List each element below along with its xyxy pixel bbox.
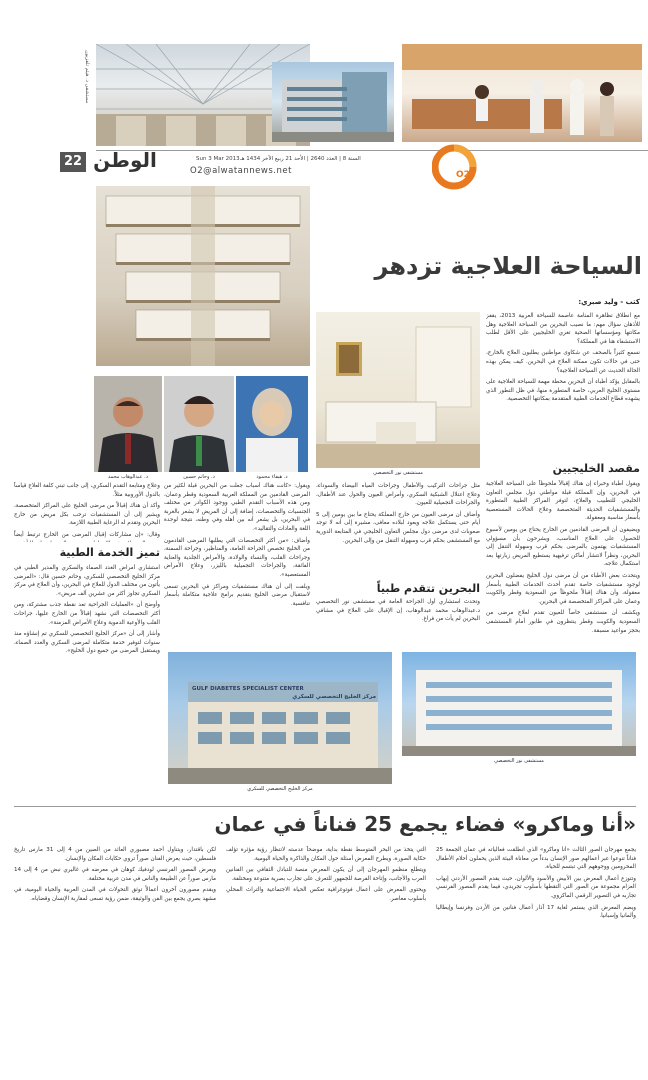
center-sign-english: GULF DIABETES SPECIALIST CENTER	[192, 686, 304, 692]
paragraph: وعلاج ومتابعة التقدم السكري، إلى جانب تبني كلفة العلاج قياساً بالدول الأوروبية مثلاً.	[14, 483, 160, 498]
atrium-floors-illustration	[96, 186, 310, 366]
hospital-exterior-photo	[272, 62, 394, 142]
paragraph: ويتطلع منظمو المهرجان إلى أن يكون المعرض منصة للتبادل الثقافي بين الفنانين العرب والأجانب، وإتاحة الفرصة للجمهور للتعرف على تجارب بصرية متنوعة ومختلفة.	[226, 867, 426, 882]
paragraph: مع انطلاق تظاهرة المنامة عاصمة للسياحة العربية 2013، يقفز للأذهان سؤال مهم: ما نصيب البحرين من السياحة العلاجية وهل مكانتها ومؤسساتها الصحية تغري الخليجيين على الأقل لطلب الاستشفاء هنا في المملكة؟	[486, 313, 640, 345]
paragraph: ويتحدث بعض الأطباء من أن مرضى دول الخليج يفضلون البحرين لوجود مستشفيات خاصة تقدم أحدث الخدمات الطبية بأسعار معقولة، وأن هناك إقبالاً ملحوظاً من السعودية وقطر والكويت وعمان على المراكز المتخصصة في البحرين.	[486, 572, 640, 605]
caption-doctor-3: د. عبدالوهاب محمد	[108, 474, 148, 480]
page-number: 22	[60, 152, 86, 172]
article-intro	[486, 312, 640, 456]
newspaper-logo: الوطن	[93, 148, 157, 172]
center-sign-arabic: مركز الخليج التخصصي للسكري	[292, 694, 376, 700]
atrium-interior-photo	[96, 186, 310, 366]
article-title: السياحة العلاجية تزدهر	[374, 252, 642, 280]
building-illustration	[272, 62, 394, 142]
hospital-room-photo	[316, 312, 480, 468]
paragraph: وتحدث استشاري أول الجراحة العامة في مستشفى نور التخصصي د.عبدالوهاب محمد عبدالوهاب، إن الإقبال على العلاج في مشافي البحرين لم يأت من فراغ.	[316, 599, 480, 623]
room-illustration	[316, 312, 480, 468]
paragraph: لكن باقتدار، ويتناول أحمد مصبوري العائد من الصين من 4 إلى 31 مارس تاريخ فلسطين، حيث يعرض الفنان صوراً تروي حكايات المكان والإنسان.	[14, 847, 216, 862]
paragraph: نسمع كثيراً بالصحف عن شكاوى مواطنين يطلبون العلاج بالخارج، حتى في حالات تكون ممكنة العلاج في البحرين. كيف يمكن بهذه الحالة الحديث عن السياحة العلاجية؟	[486, 350, 640, 374]
section-mark-label: O2	[456, 170, 470, 180]
doctor-portrait-3	[94, 376, 162, 472]
portrait-illustration	[236, 376, 308, 472]
article-column-middle	[316, 482, 480, 580]
edition-date: Sun 3 Mar 2013	[196, 156, 240, 162]
caption-room: مستشفى نور التخصصي	[373, 470, 423, 476]
noor-hospital-photo	[402, 652, 636, 756]
paragraph: وأضاف: «من أكثر التخصصات التي يطلبها المرضى القادمون من الخليج تخصص الجراحة العامة، والمناظير، وجراحة السمنة، وجراحات القلب، والنساء والولادة، والأمراض الجلدية والعناية الفائقة، والجراحات التجميلية بالليزر، وعلاج الأمراض المستعصية».	[164, 537, 310, 578]
paragraph: ويعرض المصور الفرنسي لودفيك كوهان في معرضه في غاليري نبض من 4 إلى 14 مارس صوراً عن الطبيعة والناس في مدن عربية مختلفة.	[14, 867, 216, 882]
paragraph: ويضيفون أن المرضى القادمين من الخارج يحتاج من يومين لأسبوع للحصول على العلاج المناسب، ويشرحون بأن مسؤولي المستشفيات يهتمون بالمرضى بحكم قرب وسهولة التنقل إلى البحرين، ونظراً لانتشار أماكن ترفيهية يستطيع المريض زيارتها بعد استكمال علاجه.	[486, 526, 640, 568]
paragraph: استشاري أمراض الغدد الصماء والسكري والمدير الطبي في مركز الخليج التخصصي للسكري، وحاتم حسين قال: «المرضى يأتون من مختلف الدول للعلاج في البحرين، وأن العلاج في مركز السكري تجاوز أكثر من عشرين ألف مريض».	[14, 565, 160, 597]
article2-column-left	[14, 846, 216, 1072]
subheading-gulf-destination: مقصد الخليجيين	[552, 462, 640, 475]
article2-column-middle	[226, 846, 426, 1072]
header-rule	[96, 150, 648, 151]
article-column-middle-2	[316, 598, 480, 648]
article-column-right	[486, 480, 640, 648]
paragraph: بالمقابل يؤكد أطباء أن البحرين محطة مهمة للسياحة العلاجية على مستوى الخليج العربي، خاصة المتطورة منها، في ظل التطور الذي يشهده قطاع الخدمات الطبية المتقدمة بمكانتها التخصصية.	[486, 379, 640, 403]
paragraph: ويقدم مصورون آخرون أعمالاً توثق التحولات في المدن العربية والحياة اليومية، في مشهد بصري يجمع بين الفن والوثيقة، ضمن رؤية تسعى لمقاربة الإنسان وقضاياه.	[14, 887, 216, 902]
paragraph: وأضاف أن مرضى العيون من خارج المملكة يحتاج ما بين يومين إلى 5 أيام حتى يستكمل علاجه ويعود لبلاده معافى، مشيرة إلى أنه لا توجد صعوبات لدى مرضى دول مجلس التعاون الخليجي في المتابعة الدورية مع المستشفى بحكم قرب وسهولة التنقل من وإلى البحرين.	[316, 511, 480, 544]
page-header	[0, 146, 648, 186]
paragraph: يجمع مهرجان الصور الثالث «أنا وماكرو» الذي انطلقت فعالياته في عمان الجمعة 25 فناناً تنوعوا عبر أعمالهم صور الإنسان بدءاً من معاناة البيئة الذين يحملون أحلام الأطفال المحرومين ووجوههم التي تبتسم للحياة.	[436, 847, 636, 871]
diabetes-center-photo	[168, 652, 392, 784]
caption-doctor-2: د. وحاتم حسين	[183, 474, 215, 480]
paragraph: ويحتوي المعرض على أعمال فوتوغرافية تعكس الحياة الاجتماعية والتراث المحلي بأسلوب معاصر.	[226, 887, 426, 902]
paragraph: ويضم المعرض الذي يستمر لغاية 17 آذار أعمال فنانين من الأردن وفرنسا وإيطاليا وألمانيا وإسبانيا.	[436, 904, 636, 920]
caption-doctor-1: د. هيفاء محمود	[256, 474, 288, 480]
subheading-service-distinction: تميز الخدمة الطبية	[59, 546, 160, 559]
section-mark	[432, 144, 478, 190]
reception-photo	[402, 44, 642, 142]
article2-column-right	[436, 846, 636, 1072]
paragraph: وقال: «إن مشاركات إقبال المرضى من الخارج ترتبط أيضاً	[14, 531, 160, 538]
email: O2@alwatannews.net	[190, 166, 292, 176]
article2-title: «أنا وماكرو» فضاء يجمع 25 فناناً في عمان	[214, 812, 636, 836]
portrait-illustration	[94, 376, 162, 472]
side-photo-credit: مستشفى د. هيثم تلفزيون	[84, 50, 90, 104]
edition-info: السنة 8 | العدد 2640 | الأحد 21 ربيع الآخر 1434 هـ	[240, 156, 361, 162]
caption-noor-hospital: مستشفى نور التخصصي	[494, 758, 544, 764]
article-column-far-left	[14, 482, 160, 542]
paragraph: وتتوزع أعمال المعرض بين الأبيض والأسود والألوان، حيث يقدم المصور الأردني إيهاب العزام مجموعة من الصور التي التقطها بأسلوب تجريدي، فيما يقدم المصور الفرنسي تجاربه في التصوير الرقمي الماكروي.	[436, 875, 636, 899]
article-column-left	[164, 482, 310, 648]
article-byline: كتب - وليد صبري:	[578, 298, 640, 306]
paragraph: مثل جراحات التركيب والأطفال وجراحات المياه البيضاء والسوداء، وعلاج اعتلال الشبكية السكري، وأمراض العيون والحول عند الأطفال، والجراحات التجميلية للعيون.	[316, 483, 480, 507]
portrait-illustration	[164, 376, 234, 472]
article-column-far-left-2	[14, 564, 160, 802]
paragraph: التي يتخذ من البحر المتوسط نقطة بداية، موضحاً عدسته لانتظار رؤية مؤثرة تؤلف حكاية الصورة، ويطرح المعرض أسئلة حول المكان والذاكرة والحياة اليومية.	[226, 847, 426, 862]
paragraph: وأشار إلى أن «مركز الخليج التخصصي للسكري تم إنشاؤه منذ سنوات لتوفير خدمة متكاملة لمرضى السكري والغدد الصماء، ويستقبل المرضى من جميع دول الخليج».	[14, 631, 160, 655]
paragraph: ويكشف أن مستشفى خاصاً للعيون تقدم لعلاج مرضى من السعودية والكويت وقطر ينتظرون في طابور أمام المستشفى بحجز مواعيد مسبقة.	[486, 610, 640, 634]
doctor-portrait-2	[164, 376, 234, 472]
paragraph: ويقول: «كانت هناك أسباب جعلت من البحرين قبلة لكثير من المرضى القادمين من المملكة العربية السعودية وقطر وعمان، ومن هذه الأسباب التقدم الطبي ووجود الكوادر من مختلف الجنسيات والتخصصات، إضافة إلى أن المريض لا يشعر بالغربة في البحرين، بل يشعر أنه بين أهله وفي وطنه، نتيجة لوحدة اللغة والعادات والتقاليد».	[164, 483, 310, 532]
paragraph: ويقول أطباء وخبراء إن هناك إقبالاً ملحوظاً على السياحة العلاجية في البحرين، وإن المملكة قبلة مواطني دول مجلس التعاون الخليجي للتطبيب والعلاج، لتوفر المراكز الطبية المتطورة والمستشفيات الحديثة المتخصصة وعلاج الحالات المستعصية بأسعار مناسبة ومعقولة.	[486, 481, 640, 522]
article-divider	[14, 806, 636, 807]
doctor-portrait-1	[236, 376, 308, 472]
paragraph: وأكد أن هناك إقبالاً من مرضى الخليج على المراكز المتخصصة، ويشير إلى أن المستشفيات ترحب بكل مريض من خارج البحرين وتقدم له الرعاية الطبية اللازمة.	[14, 503, 160, 527]
subheading-bahrain-advances: البحرين تتقدم طبياً	[376, 582, 480, 595]
diabetes-center-building-illustration	[168, 652, 392, 784]
reception-illustration	[402, 44, 642, 142]
hospital-building-illustration	[402, 652, 636, 756]
caption-diabetes-center: مركز الخليج التخصصي للسكري	[247, 786, 313, 792]
section-o2-icon	[432, 144, 478, 190]
paragraph: وأوضح أن «العمليات الجراحية تعد نقطة جذب مشتركة، ومن أكثر التخصصات التي نشهد إقبالاً من الخارج عليها، جراحات القلب والأوعية الدموية وعلاج الأمراض المزمنة».	[14, 602, 160, 626]
paragraph: ويلفت إلى أن هناك مستشفيات ومراكز في البحرين تسعى لاستقبال مرضى الخليج بتقديم برامج علاجية متكاملة بأسعار تنافسية.	[164, 583, 310, 607]
